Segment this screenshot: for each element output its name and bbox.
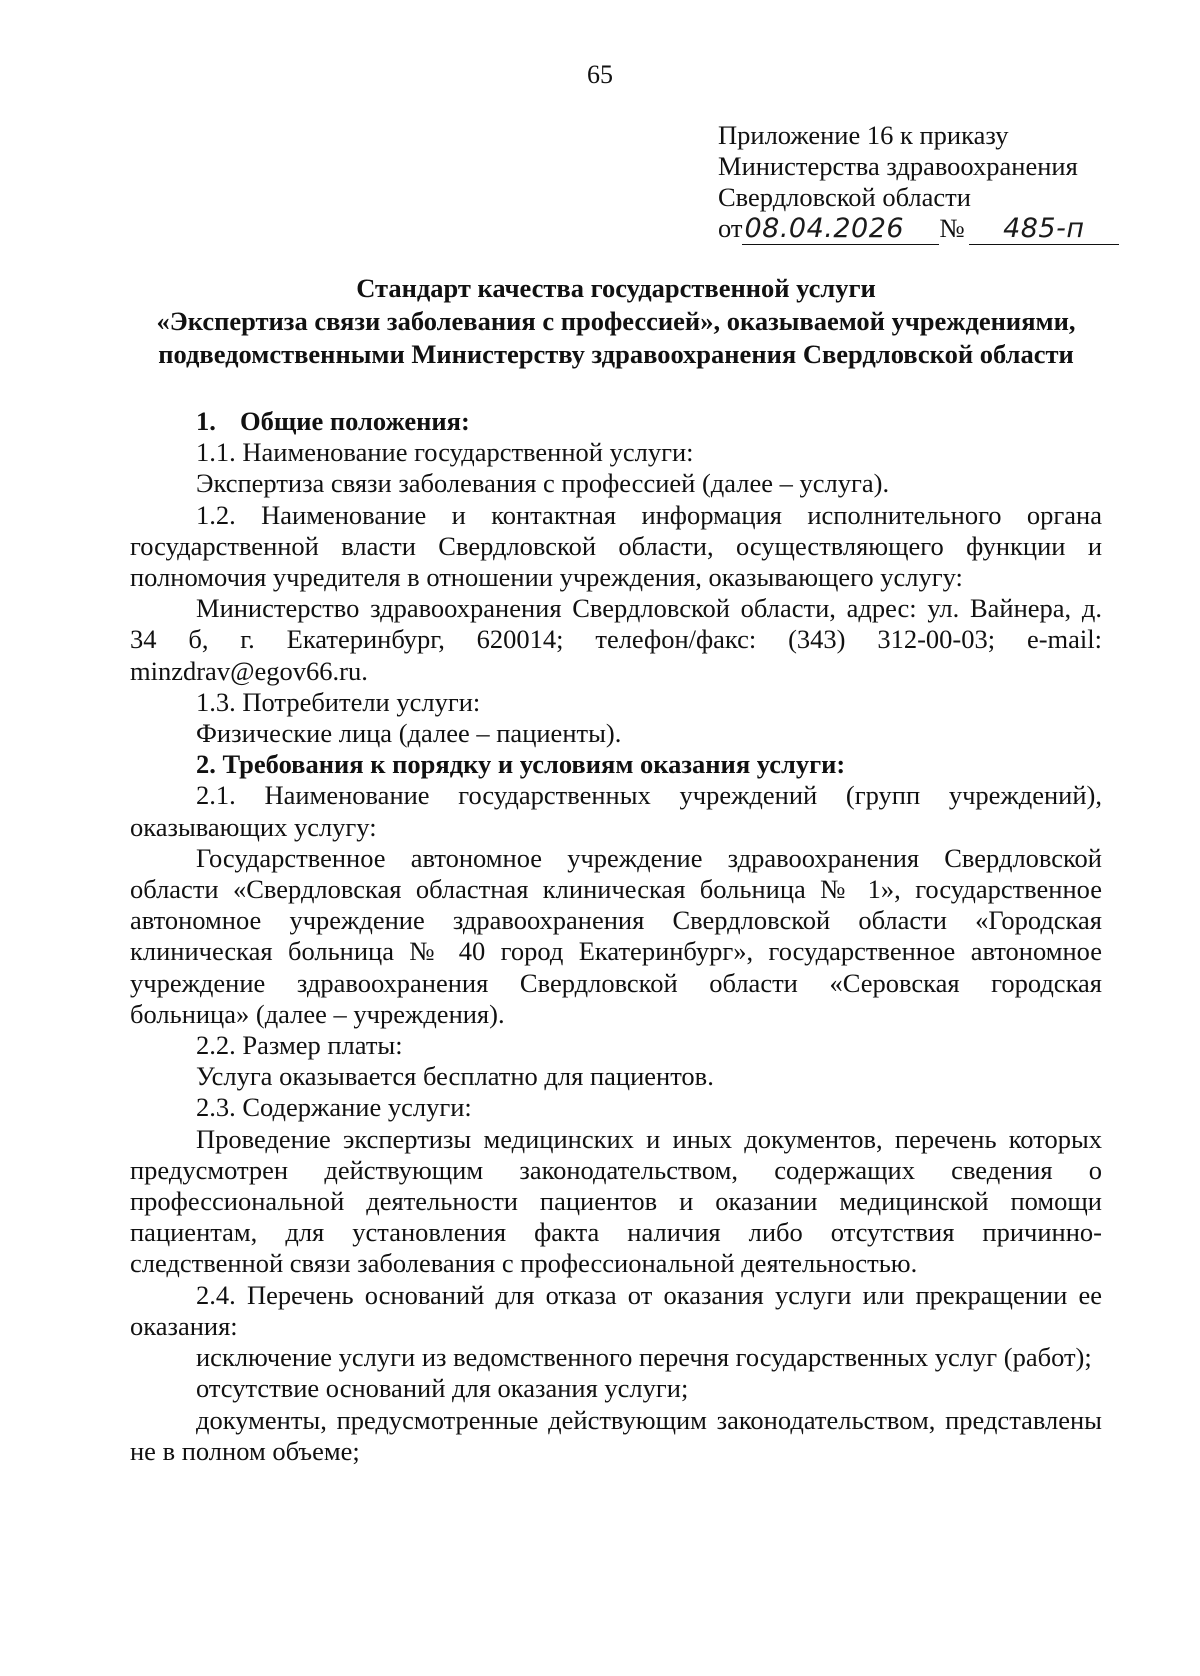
- clause-1-1-text: Экспертиза связи заболевания с профессией (далее – услуга).: [196, 468, 890, 499]
- appendix-header: [718, 120, 1119, 245]
- clause-2-4-item-1: исключение услуги из ведомственного перечня государственных услуг (работ);: [196, 1342, 1092, 1373]
- clause-2-4-item-3: документы, предусмотренные действующим законодательством, представлены не в полном объеме;: [130, 1404, 1102, 1466]
- clause-1-1: 1.1. Наименование государственной услуги:: [196, 437, 694, 468]
- title-line-3: подведомственными Министерству здравоохранения Свердловской области: [158, 339, 1074, 369]
- clause-1-2: 1.2. Наименование и контактная информация исполнительного органа государственной власти Свердловской области, осуществляющего функции и полномочия учредителя в отношении учреждения, оказывающего услугу:: [130, 499, 1102, 593]
- section-1-heading: [130, 406, 1102, 437]
- clause-2-4: 2.4. Перечень оснований для отказа от оказания услуги или прекращении ее оказания:: [130, 1279, 1102, 1341]
- clause-2-3-text: Проведение экспертизы медицинских и иных документов, перечень которых предусмотрен действующим законодательством, содержащих сведения о профессиональной деятельности пациентов и оказании медицинской помощи пациентам, для установления факта наличия либо отсутствия причинно-следственной связи заболевания с профессиональной деятельностью.: [130, 1123, 1102, 1279]
- section-1-number: 1.: [196, 406, 216, 436]
- clause-1-3-text: Физические лица (далее – пациенты).: [196, 718, 622, 749]
- number-label: №: [939, 213, 965, 243]
- clause-2-1-text: Государственное автономное учреждение здравоохранения Свердловской области «Свердловская областная клиническая больница № 1», государственное автономное учреждение здравоохранения Свердловской области «Городская клиническая больница № 40 город Екатеринбург», государственное автономное учреждение здравоохранения Свердловской области «Серовская городская больница» (далее – учреждения).: [130, 842, 1102, 1029]
- appendix-line-2: Министерства здравоохранения: [718, 151, 1078, 181]
- title-line-2: «Экспертиза связи заболевания с профессией», оказываемой учреждениями,: [156, 306, 1076, 336]
- appendix-line-1: Приложение 16 к приказу: [718, 120, 1009, 150]
- clause-2-2: 2.2. Размер платы:: [196, 1030, 403, 1061]
- document-body: [130, 406, 1102, 1467]
- handwritten-date: 08.04.2026: [742, 213, 939, 245]
- order-date-number-line: [718, 213, 1119, 245]
- section-2-heading: 2. Требования к порядку и условиям оказания услуги:: [196, 749, 846, 780]
- section-1-heading-text: Общие положения:: [240, 406, 470, 436]
- page-number: 65: [587, 60, 613, 89]
- clause-2-4-item-2: отсутствие оснований для оказания услуги;: [196, 1373, 689, 1404]
- clause-2-1: 2.1. Наименование государственных учреждений (групп учреждений), оказывающих услугу:: [130, 780, 1102, 842]
- handwritten-order-number: 485-п: [969, 213, 1119, 245]
- from-label: от: [718, 213, 743, 243]
- clause-1-2-text: Министерство здравоохранения Свердловской области, адрес: ул. Вайнера, д. 34 б, г. Екатеринбург, 620014; телефон/факс: (343) 312-00-03; e-mail: minzdrav@egov66.ru.: [130, 593, 1102, 686]
- appendix-line-3: Свердловской области: [718, 182, 971, 212]
- title-line-1: Стандарт качества государственной услуги: [356, 273, 876, 303]
- clause-2-2-text: Услуга оказывается бесплатно для пациентов.: [196, 1061, 714, 1092]
- clause-1-3: 1.3. Потребители услуги:: [196, 686, 481, 717]
- document-title: [130, 272, 1102, 371]
- clause-2-3: 2.3. Содержание услуги:: [196, 1092, 472, 1123]
